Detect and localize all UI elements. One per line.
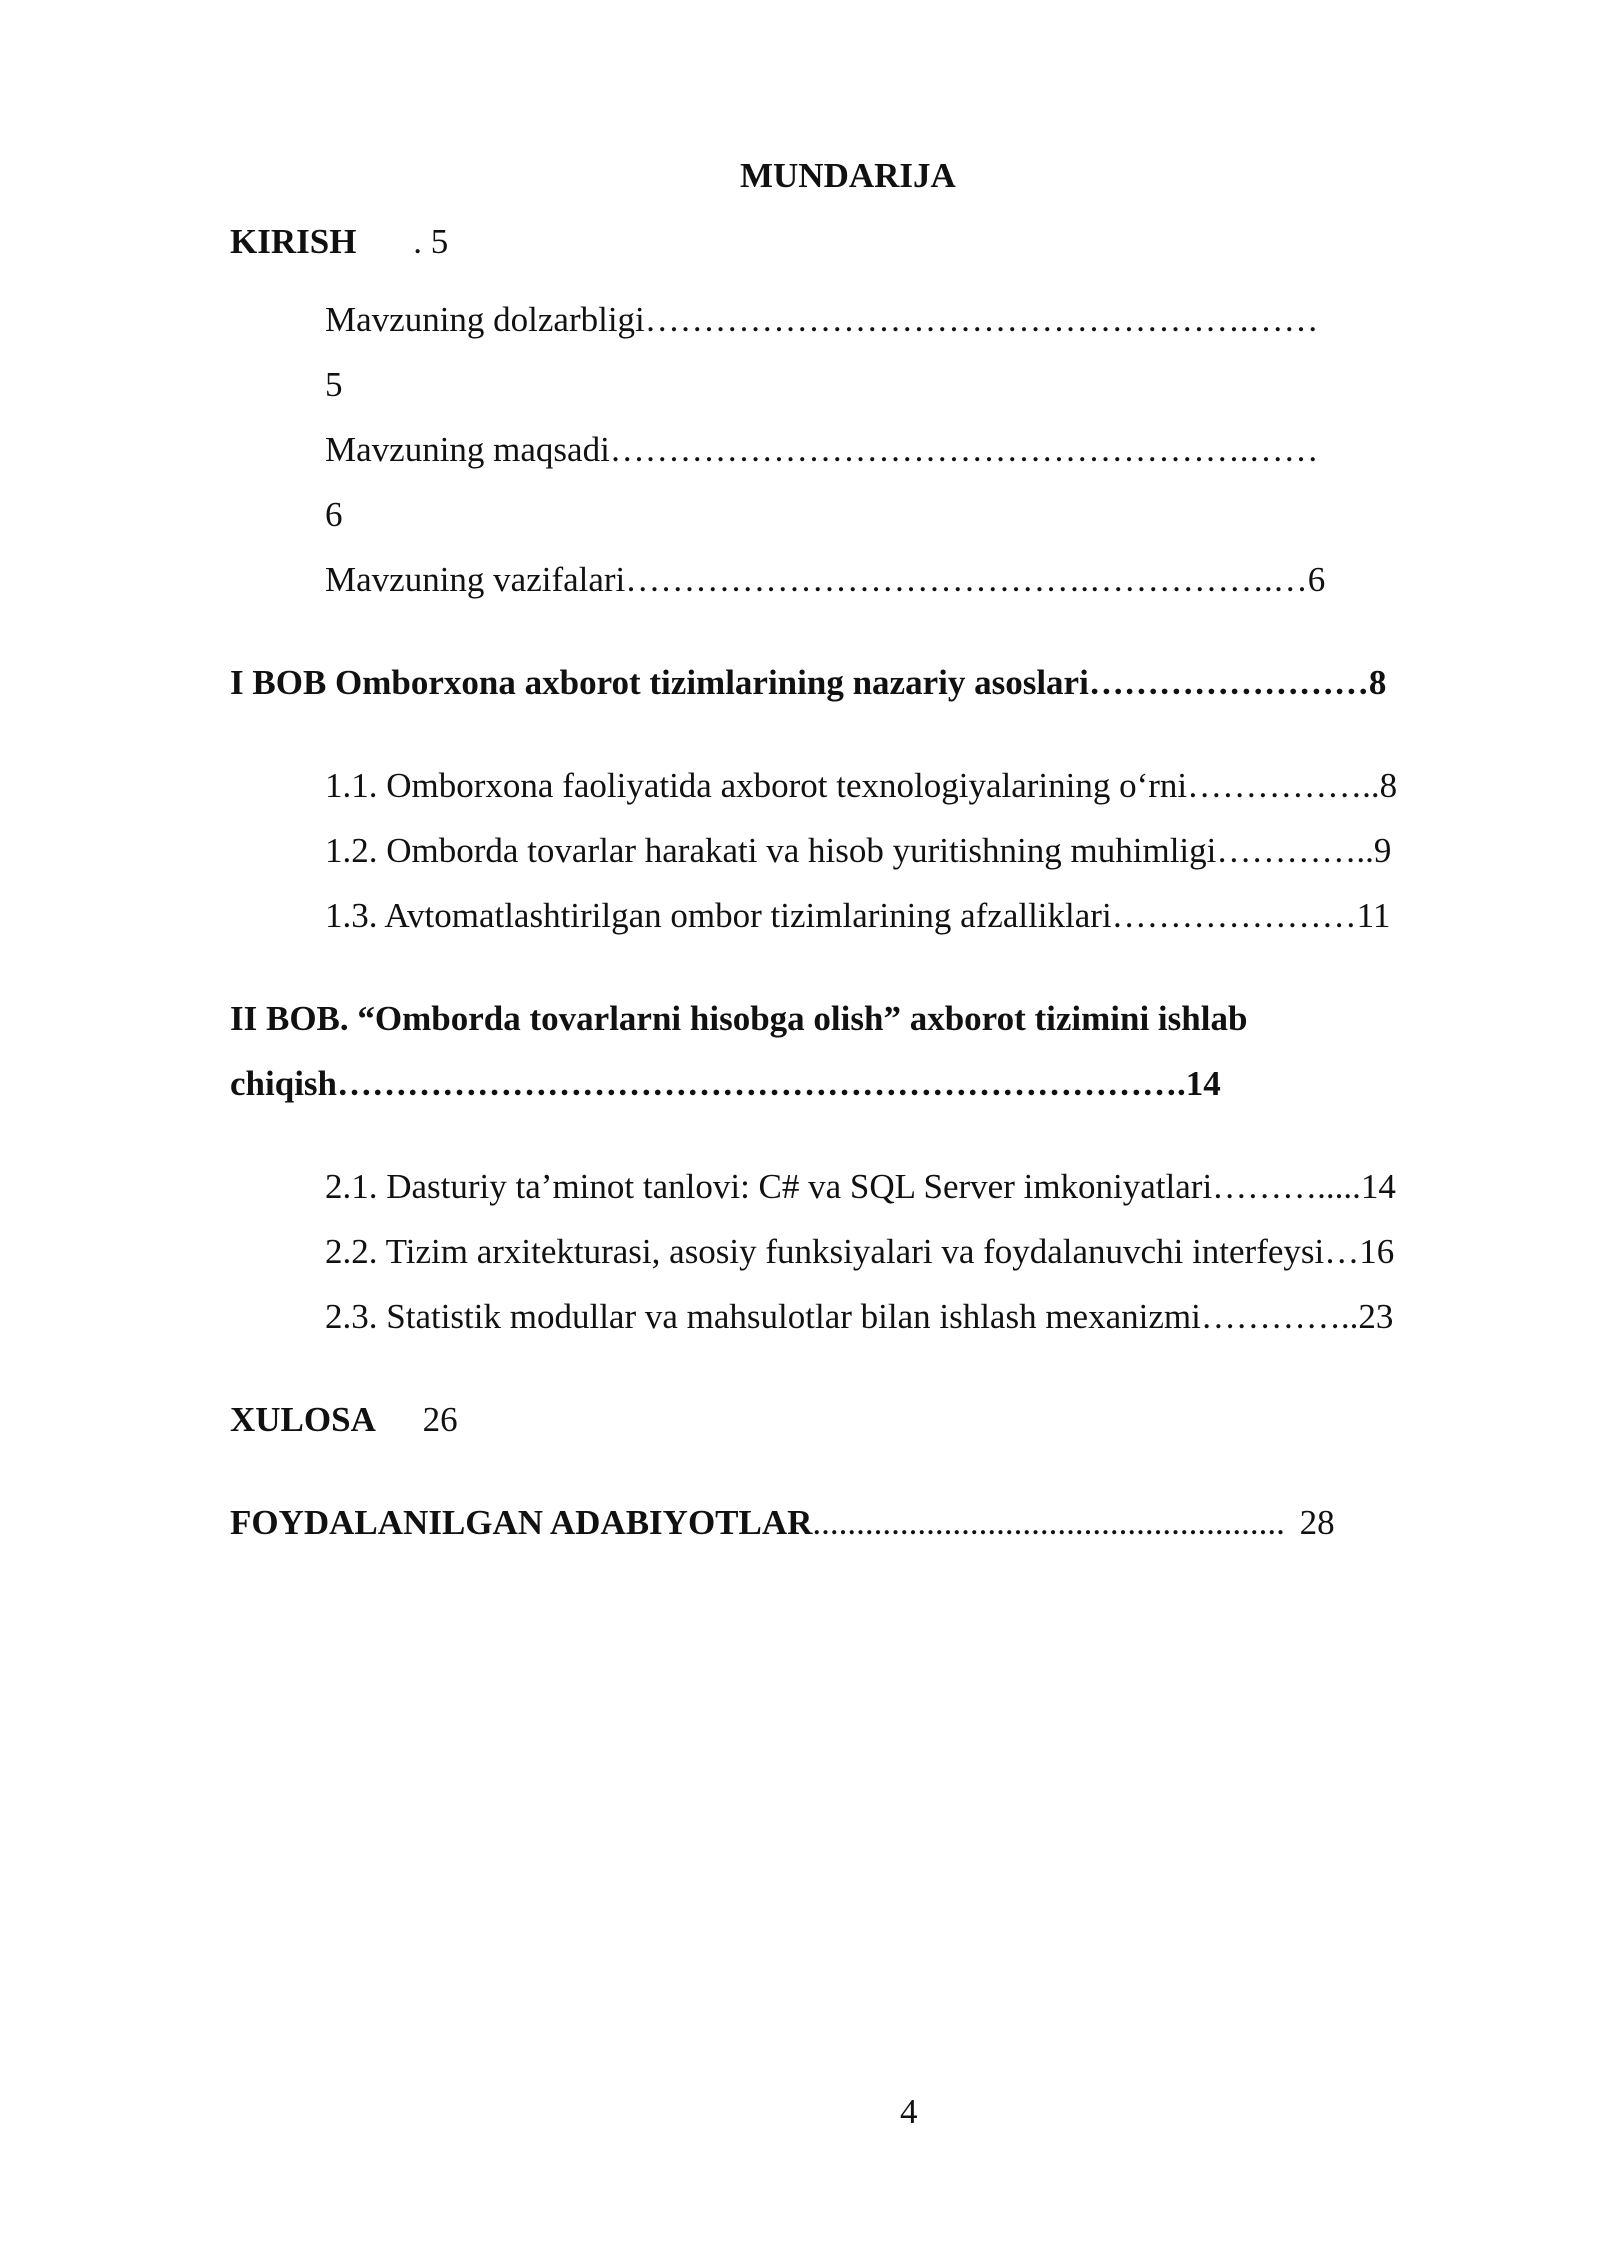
toc-chapter-2-continued[interactable]: chiqish……………………………………………………………….14 — [230, 1064, 1221, 1103]
toc-entry-adabiyotlar[interactable] — [230, 1501, 1335, 1545]
toc-entry-leader: ...................................................... — [812, 1503, 1285, 1542]
toc-entry-xulosa[interactable] — [230, 1398, 458, 1442]
toc-entry-vazifalari[interactable]: Mavzuning vazifalari………………………………….…………….…6 — [325, 560, 1326, 599]
toc-section-1-3[interactable]: 1.3. Avtomatlashtirilgan ombor tizimlarining afzalliklari…………………11 — [325, 896, 1391, 935]
toc-section-2-1[interactable]: 2.1. Dasturiy ta’minot tanlovi: C# va SQL Server imkoniyatlari……….....14 — [325, 1167, 1396, 1206]
toc-section-2-3[interactable]: 2.3. Statistik modullar va mahsulotlar bilan ishlash mexanizmi…………..23 — [325, 1297, 1394, 1336]
toc-entry-dolzarbligi[interactable]: Mavzuning dolzarbligi…………………………………………….…… — [325, 300, 1319, 339]
toc-section-1-1[interactable]: 1.1. Omborxona faoliyatida axborot texnologiyalarining o‘rni……………..8 — [325, 766, 1398, 805]
toc-entry-kirish[interactable] — [230, 220, 448, 264]
toc-entry-label: KIRISH — [230, 222, 357, 261]
page-number: 4 — [900, 2092, 918, 2131]
toc-entry-page: . 5 — [413, 222, 449, 261]
toc-entry-page: 26 — [422, 1400, 458, 1439]
toc-entry-page: 6 — [325, 495, 343, 534]
toc-chapter-1[interactable]: I BOB Omborxona axborot tizimlarining nazariy asoslari……………………8 — [230, 663, 1387, 702]
toc-chapter-2[interactable]: II BOB. “Omborda tovarlarni hisobga olish” axborot tizimini ishlab — [230, 999, 1248, 1038]
toc-section-2-2[interactable]: 2.2. Tizim arxitekturasi, asosiy funksiyalari va foydalanuvchi interfeysi…16 — [325, 1232, 1395, 1271]
toc-entry-label: XULOSA — [230, 1400, 376, 1439]
toc-entry-label: FOYDALANILGAN ADABIYOTLAR — [230, 1503, 813, 1542]
toc-entry-page: 28 — [1299, 1503, 1335, 1542]
toc-section-1-2[interactable]: 1.2. Omborda tovarlar harakati va hisob yuritishning muhimligi…………..9 — [325, 831, 1392, 870]
page-title: MUNDARIJA — [740, 156, 956, 195]
toc-entry-page: 5 — [325, 365, 343, 404]
toc-entry-maqsadi[interactable]: Mavzuning maqsadi……………………………………………….…… — [325, 430, 1319, 469]
